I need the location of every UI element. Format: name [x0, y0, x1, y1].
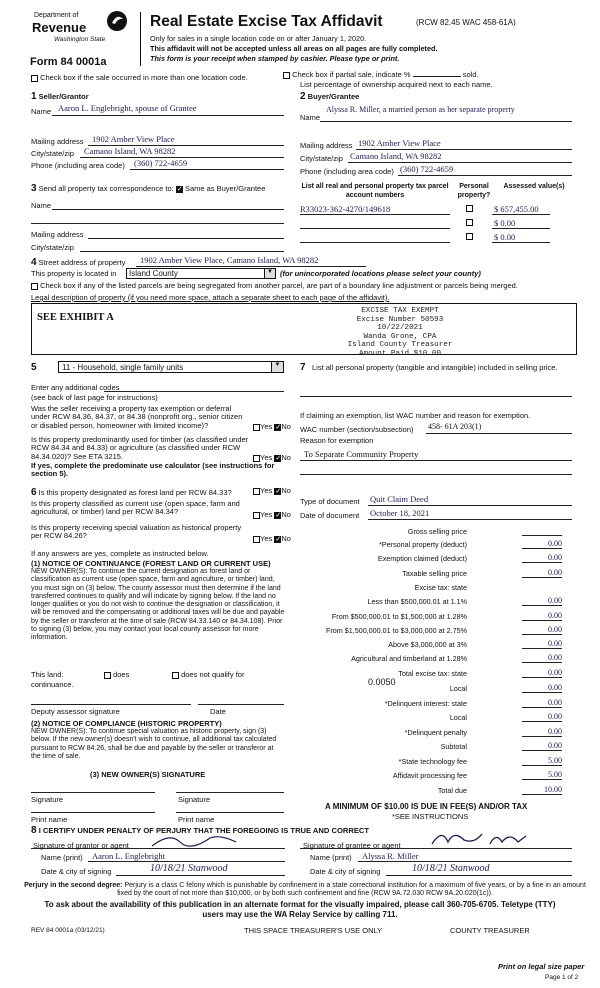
tax-row-label: Total due [437, 786, 467, 795]
notice-compliance-text: NEW OWNER(S): To continue special valuation as historic property, sign (3) below. If the new owner(s) doesn't wish to continue, all additional tax calculated pursuant to RCW 84.26, shall be due and payable by the seller or transferor at the time of sale. [31, 728, 277, 760]
exemption-deferral-question: Was the seller receiving a property tax exemption or deferral under RCW 84.36, 84.37, or 84.38 (nonprofit org., senior citizen or disabled person, homeowner with limited income)? [31, 404, 243, 430]
tax-row-label: Local [449, 713, 467, 722]
tax-row-label: From $1,500,000.01 to $3,000,000 at 2.75% [325, 626, 467, 635]
assessed-value-field[interactable] [492, 242, 550, 243]
county-treasurer-label: COUNTY TREASURER [450, 926, 530, 935]
sec3-mail-field[interactable] [88, 238, 284, 239]
multi-location-label: Check box if the sale occurred in more than one location code. [40, 73, 248, 82]
sec6-q1-no-checkbox[interactable] [274, 488, 281, 495]
seller-city: Camano Island, WA 98282 [84, 146, 176, 156]
tax-row-label: *Personal property (deduct) [379, 540, 467, 549]
this-land-label: This land: [31, 670, 64, 679]
grantee-date-city: 10/18/21 Stanwood [412, 863, 490, 874]
partial-sold-label: sold. [462, 70, 479, 79]
certification-text: I CERTIFY UNDER PENALTY OF PERJURY THAT THE FOREGOING IS TRUE AND CORRECT [38, 826, 370, 835]
chevron-down-icon[interactable]: ▼ [264, 269, 275, 278]
personal-property-field[interactable] [300, 396, 572, 397]
stamp-line: EXCISE TAX EXEMPT [361, 307, 439, 315]
buyer-city-field[interactable] [348, 162, 572, 163]
sec5-q2-no-checkbox[interactable] [274, 455, 281, 462]
buyer-phone-label: Phone (including area code) [300, 167, 394, 176]
seller-heading: Seller/Grantor [38, 92, 89, 101]
no-label: No [281, 422, 291, 431]
new-owner-print-field-1[interactable] [31, 812, 155, 813]
tax-row-value[interactable]: 0.00 [522, 639, 562, 649]
tax-row-value[interactable]: 0.00 [522, 741, 562, 751]
legal-description-text: SEE EXHIBIT A [37, 312, 114, 323]
tax-row-label: *State technology fee [398, 757, 467, 766]
grantor-signature-label: Signature of grantor or agent [33, 841, 129, 850]
tax-row-value[interactable]: 5.00 [522, 756, 562, 766]
header-divider [140, 12, 141, 66]
form-number: Form 84 0001a [30, 56, 107, 68]
revenue-logo-icon [106, 10, 128, 32]
buyer-mail-label: Mailing address [300, 141, 353, 150]
wac-number: 458- 61A 203(1) [428, 422, 482, 431]
buyer-name-label: Name [300, 113, 321, 122]
additional-codes-field[interactable] [104, 391, 284, 392]
yes-label: Yes [260, 534, 273, 543]
tax-row-label: Above $3,000,000 at 3% [388, 640, 467, 649]
reason-field[interactable] [300, 460, 572, 461]
forest-land-question: Is this property designated as forest land per RCW 84.33? [38, 488, 232, 497]
tax-row-value[interactable]: 0.00 [522, 596, 562, 606]
signature-label: Signature [178, 795, 211, 804]
seller-name: Aaron L. Englebright, spouse of Grantee [58, 103, 197, 113]
tax-row-value[interactable]: 5.00 [522, 770, 562, 780]
tax-row-value[interactable]: 0.00 [522, 539, 562, 549]
no-label: No [281, 486, 291, 495]
sec6-instructions: If any answers are yes, complete as instructed below. [31, 549, 209, 558]
continuance-label: continuance. [31, 680, 74, 689]
notice-continuance-heading: (1) NOTICE OF CONTINUANCE (FOREST LAND OR CURRENT USE) [31, 559, 271, 568]
new-owner-print-field-2[interactable] [176, 812, 284, 813]
assessed-value: $ 657,455.00 [494, 204, 539, 214]
tax-row-label: Exemption claimed (deduct) [377, 554, 467, 563]
tax-row-value[interactable]: 0.00 [522, 653, 562, 663]
additional-codes-label: Enter any additional codes [31, 383, 120, 392]
doc-date-field[interactable] [368, 519, 572, 520]
grantee-name-label: Name (print) [310, 853, 352, 862]
exemption-question: If claiming an exemption, list WAC number and reason for exemption. [300, 411, 531, 420]
chevron-down-icon[interactable]: ▼ [271, 362, 283, 372]
historic-question: Is this property receiving special valuation as historical property per RCW 84.26? [31, 523, 242, 541]
tax-row-label: Excise tax: state [414, 583, 467, 592]
grantor-name-field[interactable] [88, 861, 285, 862]
grantee-signature-label: Signature of grantee or agent [303, 841, 401, 850]
parcel-number-field[interactable] [300, 228, 450, 229]
county-select[interactable] [126, 268, 276, 279]
new-owner-signature-field-2[interactable] [176, 792, 284, 793]
perjury-heading: Perjury in the second degree: [24, 882, 123, 889]
grantee-name: Alyssa R. Miller [362, 851, 419, 861]
sec5-q1-yes-checkbox[interactable] [253, 424, 260, 431]
does-qualify-checkbox[interactable] [104, 672, 111, 679]
buyer-name-field[interactable] [320, 121, 572, 122]
assessed-value-field[interactable] [492, 214, 550, 215]
sec3-label: Send all property tax correspondence to: [38, 184, 174, 193]
stamp-line: Island County Treasurer [347, 341, 453, 350]
tax-row-value[interactable]: 0.00 [522, 712, 562, 722]
deputy-signature-label: Deputy assessor signature [31, 707, 120, 716]
personal-property-checkbox[interactable] [466, 219, 473, 226]
wac-field[interactable] [426, 433, 572, 434]
alternate-format-notice: To ask about the availability of this publication in an alternate format for the visually impaired, please call 360-705-6705. Teletype (TTY) users may use the WA Relay Service by calling 711. [44, 900, 556, 919]
seller-name-label: Name [31, 107, 52, 116]
stamp-line: 10/22/2021 [377, 324, 423, 333]
seller-city-label: City/state/zip [31, 149, 74, 158]
local-rate: 0.0050 [368, 677, 396, 687]
parcel-number-field[interactable] [300, 242, 450, 243]
grantor-date-label: Date & city of signing [41, 867, 112, 876]
yes-label: Yes [260, 422, 273, 431]
ownership-note: List percentage of ownership acquired next to each name. [300, 80, 493, 89]
partial-sale-checkbox[interactable] [283, 72, 290, 79]
agency-name: Revenue [32, 20, 87, 35]
sec6-q3-no-checkbox[interactable] [274, 536, 281, 543]
no-label: No [281, 534, 291, 543]
tax-row-label: Total excise tax: state [398, 669, 467, 678]
assessed-value: $ 0.00 [494, 232, 516, 242]
land-use-code: 11 - Household, single family units [62, 363, 184, 372]
seller-phone-field[interactable] [130, 169, 284, 170]
tax-row-label: Subtotal [440, 742, 467, 751]
parcel-number-field[interactable] [300, 214, 450, 215]
buyer-city: Camano Island, WA 98282 [350, 151, 442, 161]
tax-row-label: *Delinquent interest: state [384, 699, 467, 708]
tax-row-label: Affidavit processing fee [392, 771, 467, 780]
new-owner-signature-heading: (3) NEW OWNER(S) SIGNATURE [90, 770, 206, 779]
sec3-city-label: City/state/zip [31, 243, 74, 252]
segregated-checkbox[interactable] [31, 283, 38, 290]
reason-label: Reason for exemption [300, 436, 374, 445]
does-not-label: does not qualify for [181, 670, 245, 679]
buyer-city-label: City/state/zip [300, 154, 343, 163]
legal-desc-label: Legal description of property (if you need more space, attach a separate sheet to each page of the affidavit). [31, 293, 390, 302]
sec5-q1-no-checkbox[interactable] [274, 424, 281, 431]
doc-type: Quit Claim Deed [370, 494, 429, 504]
grantee-date-label: Date & city of signing [310, 867, 381, 876]
tax-row-value[interactable]: 0.00 [522, 698, 562, 708]
deputy-date-field[interactable] [198, 704, 284, 705]
no-label: No [281, 453, 291, 462]
sec3-mail-label: Mailing address [31, 230, 84, 239]
parcel-column-header: List all real and personal property tax parcel account numbers [301, 183, 449, 199]
sec3-name-label: Name [31, 201, 52, 210]
tax-row-value[interactable] [522, 526, 562, 536]
tax-row-label: Local [449, 684, 467, 693]
see-instructions: *SEE INSTRUCTIONS [392, 812, 469, 821]
new-owner-signature-field-1[interactable] [31, 792, 155, 793]
street-address-field[interactable] [136, 266, 366, 267]
land-use-code-select[interactable] [58, 361, 284, 373]
state-label: Washington State [54, 36, 106, 43]
deputy-signature-field[interactable] [31, 704, 191, 705]
grantee-date-field[interactable] [386, 875, 572, 876]
county-note: (for unincorporated locations please select your county) [280, 269, 481, 278]
seller-mail-label: Mailing address [31, 137, 84, 146]
parcel-number: R33023-362-4270/149618 [300, 204, 391, 214]
grantee-name-field[interactable] [358, 861, 572, 862]
doc-type-label: Type of document [300, 497, 360, 506]
tax-row-label: Taxable selling price [402, 569, 467, 578]
tax-row-value[interactable]: 0.00 [522, 668, 562, 678]
multi-location-checkbox[interactable] [31, 75, 38, 82]
header-note-2: This affidavit will not be accepted unless all areas on all pages are fully completed. [150, 44, 438, 53]
street-address-label: Street address of property [38, 258, 126, 267]
exempt-stamp [330, 307, 470, 359]
grantor-date-city: 10/18/21 Stanwood [150, 863, 228, 874]
legal-size-note: Print on legal size paper [498, 962, 585, 971]
legal-description-box[interactable] [31, 303, 577, 355]
tax-row-label: Gross selling price [407, 527, 467, 536]
tax-row-label: Agricultural and timberland at 1.28% [351, 654, 467, 663]
minimum-due-note: A MINIMUM OF $10.00 IS DUE IN FEE(S) AND/OR TAX [325, 802, 528, 811]
sec6-q1-yes-checkbox[interactable] [253, 488, 260, 495]
tax-row-value[interactable]: 0.00 [522, 727, 562, 737]
sec6-q2-no-checkbox[interactable] [274, 512, 281, 519]
seller-phone-label: Phone (including area code) [31, 161, 125, 170]
segregated-label: Check box if any of the listed parcels are being segregated from another parcel, are part of a boundary line adjustment or parcels being merged. [40, 281, 518, 290]
sec3-name-field[interactable] [52, 209, 284, 210]
grantor-signature-mark [150, 830, 240, 850]
additional-codes-note: (see back of last page for instructions) [31, 393, 158, 402]
header-note-3: This form is your receipt when stamped by cashier. Please type or print. [150, 54, 400, 63]
partial-sale-label: Check box if partial sale, indicate % [292, 70, 411, 79]
form-title: Real Estate Excise Tax Affidavit [150, 13, 383, 30]
tax-row-value[interactable]: 0.00 [522, 611, 562, 621]
tax-row-label: Less than $500,000.01 at 1.1% [367, 597, 467, 606]
wac-label: WAC number (section/subsection) [300, 425, 414, 434]
buyer-name: Alyssa R. Miller, a married person as her separate property [326, 105, 515, 114]
tax-row-value[interactable]: 10.00 [522, 785, 562, 795]
does-label: does [113, 670, 130, 679]
doc-date-label: Date of document [300, 511, 360, 520]
notice-compliance-heading: (2) NOTICE OF COMPLIANCE (HISTORIC PROPERTY) [31, 719, 222, 728]
tax-row-label: From $500,000.01 to $1,500,000 at 1.28% [331, 612, 467, 621]
buyer-mail-field[interactable] [356, 149, 572, 150]
located-label: This property is located in [31, 269, 117, 278]
doc-type-field[interactable] [368, 505, 572, 506]
stamp-line: Wanda Grone, CPA [363, 332, 437, 341]
personal-property-checkbox[interactable] [466, 205, 473, 212]
deputy-date-label: Date [210, 707, 226, 716]
buyer-phone-field[interactable] [398, 175, 572, 176]
tax-row-value[interactable]: 0.00 [522, 625, 562, 635]
citation: (RCW 82.45 WAC 458-61A) [416, 18, 516, 27]
current-use-question: Is this property classified as current use (open space, farm and agricultural, or timber) land per RCW 84.34? [31, 499, 240, 517]
yes-label: Yes [260, 486, 273, 495]
treasurer-use-label: THIS SPACE TREASURER'S USE ONLY [244, 926, 383, 935]
stamp-line: Amount Paid $10.00 [358, 349, 442, 358]
personal-property-checkbox[interactable] [466, 233, 473, 240]
buyer-mail: 1902 Amber View Place [358, 138, 441, 148]
signature-label: Signature [31, 795, 64, 804]
assessed-column-header: Assessed value(s) [503, 183, 565, 190]
does-not-qualify-checkbox[interactable] [172, 672, 179, 679]
seller-mail: 1902 Amber View Place [92, 134, 175, 144]
buyer-phone: (360) 722-4659 [400, 164, 454, 174]
grantor-name-label: Name (print) [41, 853, 83, 862]
dept-label: Department of [34, 12, 79, 19]
tax-row-value[interactable]: 0.00 [522, 683, 562, 693]
stamp-line: Excise Number 50593 [356, 315, 444, 324]
street-address: 1902 Amber View Place, Camano Island, WA 98282 [140, 255, 319, 265]
personal-property-label: List all personal property (tangible and intangible) included in selling price. [312, 363, 558, 372]
tax-row-value[interactable]: 0.00 [522, 568, 562, 578]
sec6-q3-yes-checkbox[interactable] [253, 536, 260, 543]
tax-row-value[interactable]: 0.00 [522, 553, 562, 563]
perjury-text: Perjury is a class C felony which is punishable by confinement in a state correctional institution for a maximum of five years, or by a fine in an amount fixed by the court of not more than $10,000, or by both such confinement and fine (RCW 9A.72.030 RCW 9A.20.020(1c)). [117, 882, 586, 898]
personal-column-header: Personal property? [457, 183, 491, 199]
doc-date: October 18, 2021 [370, 508, 430, 518]
predominate-use-note: If yes, complete the predominate use calculator (see instructions for section 5). [31, 461, 275, 479]
no-label: No [281, 510, 291, 519]
grantor-date-field[interactable] [116, 875, 285, 876]
assessed-value-field[interactable] [492, 228, 550, 229]
revision-label: REV 84 0001a (03/12/21) [31, 927, 105, 934]
yes-label: Yes [260, 453, 273, 462]
logo [22, 8, 132, 52]
partial-percent-field[interactable] [413, 76, 461, 77]
seller-name-field[interactable] [52, 115, 284, 116]
sec6-q2-yes-checkbox[interactable] [253, 512, 260, 519]
sec3-name-field-2[interactable] [31, 223, 284, 224]
sec3-city-field[interactable] [80, 251, 284, 252]
grantor-name: Aaron L. Englebright [92, 851, 165, 861]
county-selected: Island County [129, 269, 178, 278]
same-as-buyer-checkbox[interactable] [176, 186, 183, 193]
tax-row-label: *Delinquent penalty [404, 728, 467, 737]
same-as-buyer-label: Same as Buyer/Grantee [184, 184, 266, 193]
buyer-heading: Buyer/Grantee [307, 92, 360, 101]
notice-continuance-text: NEW OWNER(S): To continue the current designation as forest land or classification as current use (open space, farm and agriculture, or timber) land, you must sign on (3) below. The county assessor must then determine if the land transferred continues to qualify and will indicate by signing below. If the land no longer qualifies or you do not wish to continue the designation or classification, it will be removed and the compensating or additional taxes will be due and payable by the seller or transferor at the time of sale (RCW 84.33.140 or 84.34.108). Prior to signing (3) below, you may contact your local county assessor for more information. [31, 568, 285, 642]
perjury-notice [18, 882, 592, 899]
timber-agriculture-question: Is this property predominantly used for timber (as classified under RCW 84.34 and 84.33) or agriculture (as classified under RCW 84.34.020)? See ETA 3215. [31, 435, 249, 461]
seller-phone: (360) 722-4659 [134, 158, 188, 168]
exemption-reason: To Separate Community Property [304, 449, 419, 459]
assessed-value: $ 0.00 [494, 218, 516, 228]
reason-field-2[interactable] [300, 474, 572, 475]
yes-label: Yes [260, 510, 273, 519]
page-number: Page 1 of 2 [545, 974, 579, 981]
grantee-signature-mark [430, 826, 530, 850]
print-name-label: Print name [31, 815, 68, 824]
print-name-label: Print name [178, 815, 215, 824]
header-note-1: Only for sales in a single location code on or after January 1, 2020. [150, 34, 367, 43]
